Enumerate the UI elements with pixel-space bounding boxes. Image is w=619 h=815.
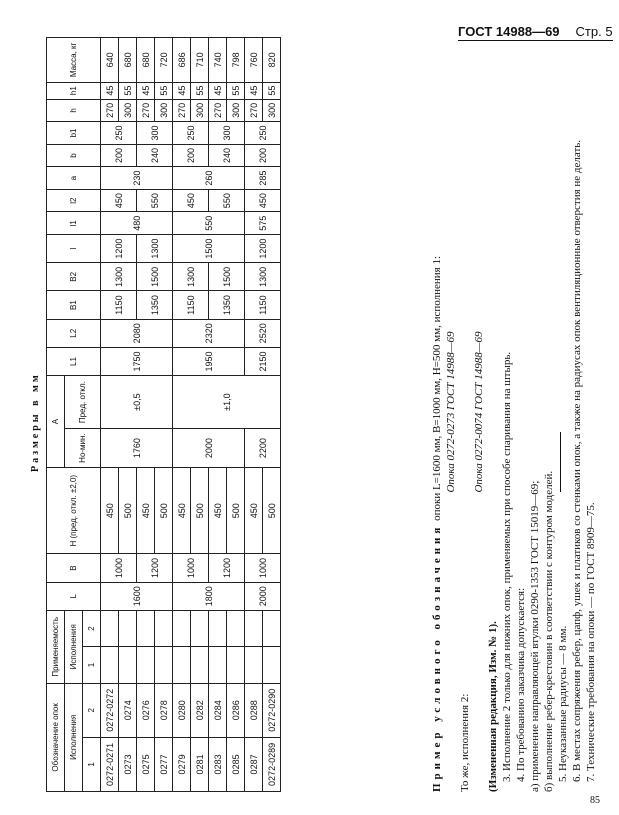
table-row: 0285 0286 500 300 55 798 <box>227 38 245 792</box>
col-A-tol: Пред. откл. <box>65 376 101 429</box>
table-row: 0272-0289 0272-0290 500 300 55 820 <box>263 38 281 792</box>
col-B2: B2 <box>47 263 101 291</box>
note-6: 6. В местах сопряжения ребер, цапф, ушек и платиков со стенками опок, а также на радиусах опок вентиляционные отверстия не делать. <box>571 139 583 782</box>
col-a: a <box>47 167 101 190</box>
revision-note: (Измененная редакция, Изм. № 1). <box>487 621 499 792</box>
col-l2: l2 <box>47 189 101 212</box>
table-row: 0287 0288 2000 1000 450 2200 2150 2520 1150 1300 1200 575 450 285 200 250 270 45 760 <box>245 38 263 792</box>
col-h1: h1 <box>47 82 101 99</box>
note-5: 5. Неуказанные радиусы — 8 мм. <box>557 625 569 782</box>
col-exec1: 1 <box>83 737 101 791</box>
note-4b: б) выполнение ребер-крестовин в соответствии с контуром моделей. <box>543 470 555 792</box>
col-H: H (пред. откл. ±2,0) <box>47 468 101 554</box>
rotated-sheet <box>30 32 597 792</box>
col-app1: 1 <box>83 647 101 683</box>
col-h: h <box>47 99 101 122</box>
example-line: Пример условного обозначения опоки L=1600 мм, B=1000 мм, H=500 мм, исполнения 1: <box>431 256 443 792</box>
col-mass: Масса, кг <box>47 38 101 83</box>
example-code-1: Опока 0272-0273 ГОСТ 14988—69 <box>445 331 457 493</box>
same-exec2: То же, исполнения 2: <box>459 693 471 792</box>
col-l1: l1 <box>47 212 101 235</box>
table-row: 0272-0271 0272-0272 1600 1000 450 1760 ±0,5 1750 2080 1150 1300 1200 480 450 230 200 250 270 45 640 <box>101 38 119 792</box>
col-applicability: Применяемость <box>47 610 65 683</box>
col-b: b <box>47 144 101 167</box>
table-row: 0273 0274 500 300 55 680 <box>119 38 137 792</box>
page-label: Стр. 5 <box>575 24 613 39</box>
col-b1: b1 <box>47 122 101 145</box>
col-app-execution: Исполнения <box>65 610 83 683</box>
note-4a: а) применение направляющей втулки 0290-1353 ГОСТ 15019—69; <box>529 480 541 792</box>
table-row: 0283 0284 1200 450 1350 1500 550 240 300 270 45 740 <box>209 38 227 792</box>
col-exec2: 2 <box>83 683 101 737</box>
end-rule <box>560 432 561 492</box>
col-designation: Обозначение опок <box>47 683 65 791</box>
col-A-nom: Но-мин. <box>65 429 101 468</box>
table-row: 0277 0278 500 300 55 720 <box>155 38 173 792</box>
col-l: l <box>47 235 101 263</box>
dimensions-table <box>46 37 281 792</box>
col-A: A <box>47 376 65 468</box>
table-row: 0281 0282 500 300 55 710 <box>191 38 209 792</box>
table-row: 0275 0276 1200 450 1350 1500 1300 550 240 300 270 45 680 <box>137 38 155 792</box>
col-L2: L2 <box>47 319 101 347</box>
standard-number: ГОСТ 14988—69 <box>458 24 560 39</box>
table-caption: Размеры в мм <box>30 372 41 472</box>
note-4: 4. По требованию заказчика допускается: <box>515 587 527 782</box>
table-row: 0279 0280 1800 1000 450 2000 ±1,0 1950 2320 1150 1300 1500 550 450 260 200 250 270 45 686 <box>173 38 191 792</box>
notes-section <box>430 32 598 792</box>
note-3: 3. Исполнение 2 только для нижних опок, применяемых при способе спаривания на штырь. <box>501 351 513 782</box>
col-L: L <box>47 582 101 610</box>
col-app2: 2 <box>83 610 101 646</box>
col-B: B <box>47 554 101 582</box>
page-number: 85 <box>590 795 600 806</box>
note-7: 7. Технические требования на опоки — по ГОСТ 8909—75. <box>585 502 597 782</box>
example-code-2: Опока 0272-0074 ГОСТ 14988—69 <box>473 331 485 493</box>
col-B1: B1 <box>47 291 101 319</box>
col-L1: L1 <box>47 347 101 375</box>
col-execution: Исполнения <box>65 683 83 791</box>
